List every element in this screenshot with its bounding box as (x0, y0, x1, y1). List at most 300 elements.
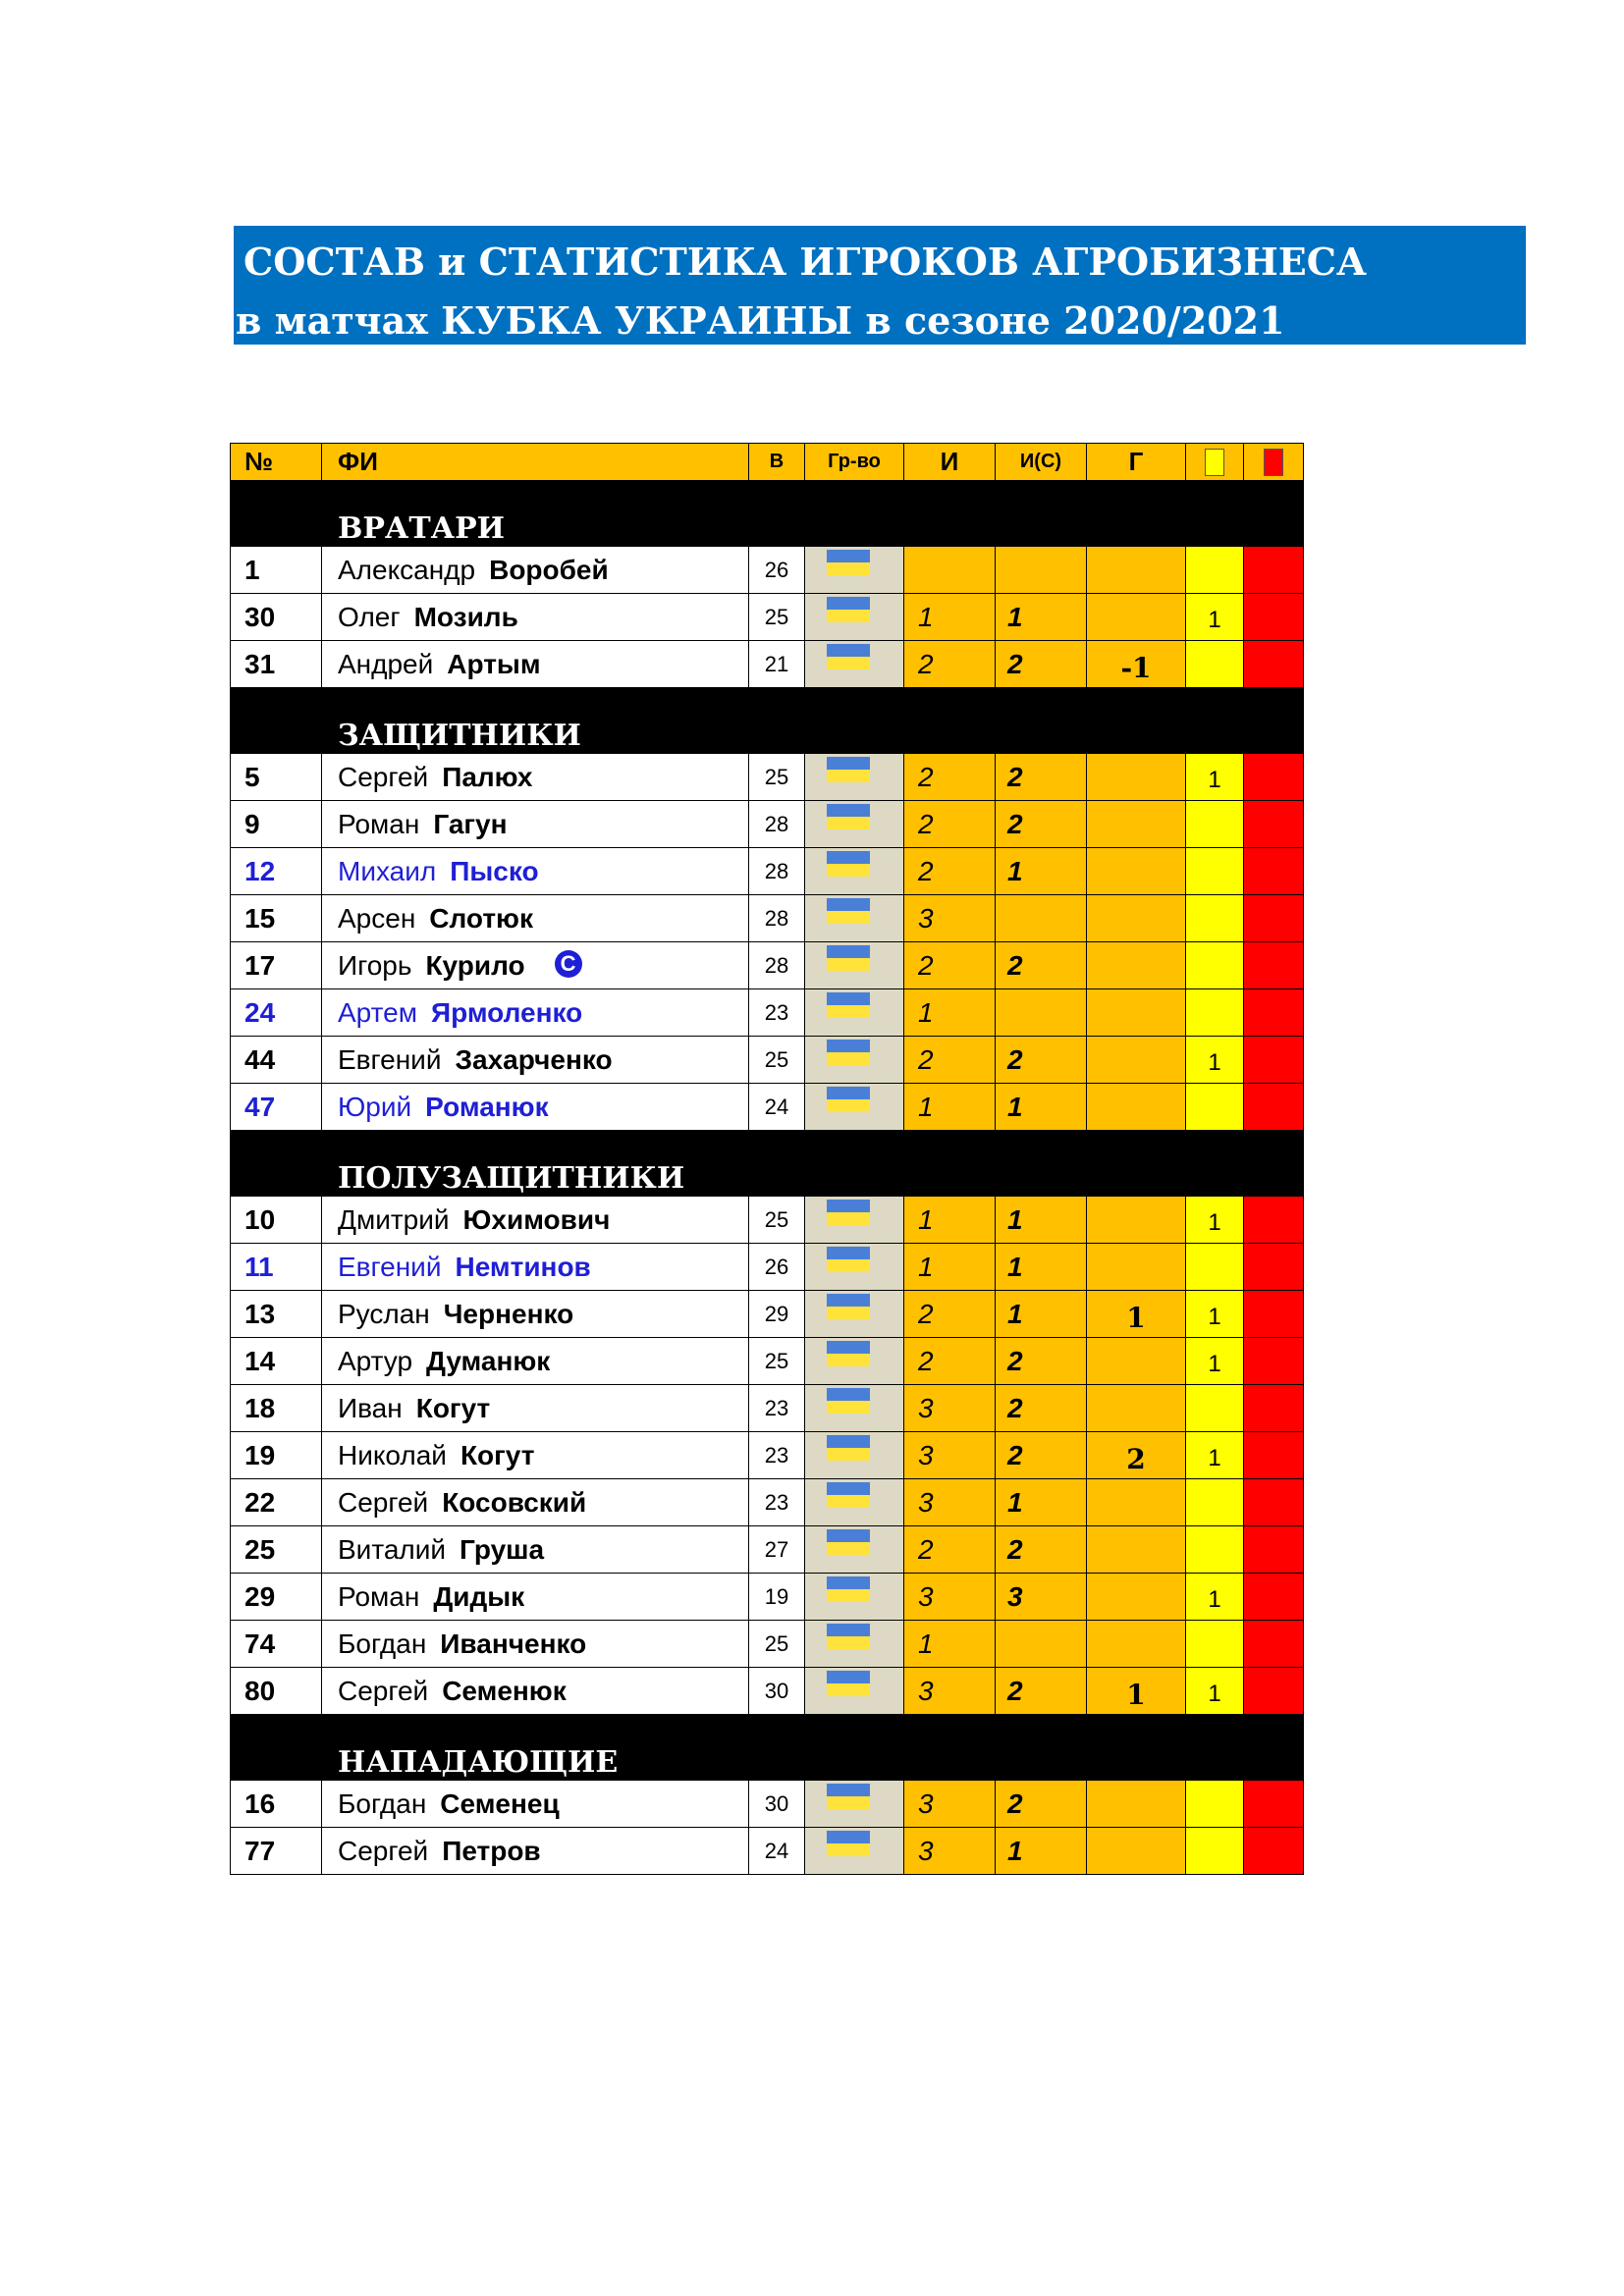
player-goals (1087, 895, 1186, 942)
section-spacer (1087, 1131, 1186, 1197)
player-goals (1087, 1828, 1186, 1875)
player-name (322, 1621, 749, 1668)
player-games: 3 (904, 895, 996, 942)
player-number: 44 (231, 1037, 322, 1084)
player-first-name: Руслан (338, 1298, 430, 1329)
player-goals: 1 (1087, 1668, 1186, 1715)
player-last-name: Воробей (489, 554, 609, 585)
player-yellow-cards (1186, 801, 1244, 848)
player-name (322, 1479, 749, 1526)
player-games-start: 1 (996, 1197, 1087, 1244)
player-number: 80 (231, 1668, 322, 1715)
player-yellow-cards: 1 (1186, 1037, 1244, 1084)
section-spacer (805, 1715, 904, 1781)
player-number: 16 (231, 1781, 322, 1828)
player-first-name: Сергей (338, 761, 429, 792)
player-games: 3 (904, 1479, 996, 1526)
flag-yellow-stripe (827, 1099, 870, 1112)
ukraine-flag-icon (827, 1576, 870, 1602)
flag-yellow-stripe (827, 817, 870, 829)
player-name (322, 1385, 749, 1432)
player-games: 2 (904, 754, 996, 801)
player-name (322, 1828, 749, 1875)
player-age: 19 (749, 1574, 805, 1621)
player-games-start (996, 1621, 1087, 1668)
title-banner (234, 226, 1526, 345)
player-games: 3 (904, 1385, 996, 1432)
player-yellow-cards: 1 (1186, 754, 1244, 801)
player-last-name: Слотюк (429, 902, 533, 934)
player-last-name: Груша (460, 1533, 545, 1565)
player-games-start: 2 (996, 801, 1087, 848)
table-row (231, 848, 1304, 895)
player-citizenship (805, 1338, 904, 1385)
player-last-name: Юхимович (462, 1203, 611, 1235)
player-games: 2 (904, 801, 996, 848)
section-spacer (805, 1131, 904, 1197)
table-row (231, 989, 1304, 1037)
flag-yellow-stripe (827, 1448, 870, 1461)
flag-yellow-stripe (827, 958, 870, 971)
flag-blue-stripe (827, 1247, 870, 1259)
section-spacer (805, 481, 904, 547)
player-games: 2 (904, 1338, 996, 1385)
flag-blue-stripe (827, 1784, 870, 1796)
player-games: 3 (904, 1781, 996, 1828)
player-games: 1 (904, 1244, 996, 1291)
player-red-cards (1244, 1621, 1304, 1668)
player-name (322, 754, 749, 801)
flag-yellow-stripe (827, 1542, 870, 1555)
player-red-cards (1244, 754, 1304, 801)
section-spacer (231, 1131, 322, 1197)
player-games-start: 2 (996, 1037, 1087, 1084)
header-goals: Г (1087, 444, 1186, 481)
player-name (322, 1668, 749, 1715)
player-games: 1 (904, 1621, 996, 1668)
section-spacer (1244, 1131, 1304, 1197)
player-games: 2 (904, 1037, 996, 1084)
player-first-name: Иван (338, 1392, 403, 1423)
player-first-name: Михаил (338, 855, 437, 886)
player-citizenship (805, 1197, 904, 1244)
player-name (322, 1526, 749, 1574)
table-row (231, 1621, 1304, 1668)
player-goals (1087, 848, 1186, 895)
player-goals (1087, 1781, 1186, 1828)
player-name (322, 1291, 749, 1338)
player-yellow-cards (1186, 895, 1244, 942)
player-yellow-cards (1186, 1244, 1244, 1291)
table-row (231, 801, 1304, 848)
flag-blue-stripe (827, 1294, 870, 1307)
player-games-start: 1 (996, 1291, 1087, 1338)
player-last-name: Дидык (433, 1580, 525, 1612)
player-yellow-cards (1186, 1781, 1244, 1828)
player-citizenship (805, 1291, 904, 1338)
ukraine-flag-icon (827, 1529, 870, 1555)
player-last-name: Семенец (440, 1788, 560, 1819)
player-number: 12 (231, 848, 322, 895)
table-row (231, 1385, 1304, 1432)
ukraine-flag-icon (827, 1200, 870, 1225)
player-yellow-cards (1186, 942, 1244, 989)
ukraine-flag-icon (827, 851, 870, 877)
player-name (322, 1244, 749, 1291)
player-games: 1 (904, 594, 996, 641)
section-spacer (1087, 1715, 1186, 1781)
player-citizenship (805, 1432, 904, 1479)
flag-blue-stripe (827, 1529, 870, 1542)
player-last-name: Ярмоленко (430, 996, 583, 1028)
player-age: 23 (749, 989, 805, 1037)
header-number: № (231, 444, 322, 481)
ukraine-flag-icon (827, 1341, 870, 1366)
table-row (231, 1526, 1304, 1574)
section-spacer (231, 481, 322, 547)
player-red-cards (1244, 895, 1304, 942)
player-games: 2 (904, 848, 996, 895)
header-games-start: И(С) (996, 444, 1087, 481)
player-last-name: Косовский (442, 1486, 587, 1518)
flag-yellow-stripe (827, 562, 870, 575)
player-games: 1 (904, 1197, 996, 1244)
player-red-cards (1244, 1526, 1304, 1574)
player-last-name: Палюх (442, 761, 533, 792)
player-games-start (996, 989, 1087, 1037)
player-name (322, 895, 749, 942)
player-red-cards (1244, 1338, 1304, 1385)
player-first-name: Николай (338, 1439, 447, 1470)
player-number: 47 (231, 1084, 322, 1131)
player-first-name: Роман (338, 808, 420, 839)
section-spacer (749, 1715, 805, 1781)
table-row (231, 942, 1304, 989)
player-age: 28 (749, 848, 805, 895)
player-age: 25 (749, 754, 805, 801)
ukraine-flag-icon (827, 1831, 870, 1856)
section-spacer (904, 481, 996, 547)
player-name (322, 1197, 749, 1244)
ukraine-flag-icon (827, 644, 870, 669)
player-games-start: 2 (996, 641, 1087, 688)
player-citizenship (805, 1574, 904, 1621)
flag-blue-stripe (827, 757, 870, 770)
player-number: 74 (231, 1621, 322, 1668)
flag-yellow-stripe (827, 1401, 870, 1414)
ukraine-flag-icon (827, 1040, 870, 1065)
player-goals (1087, 1621, 1186, 1668)
player-goals (1087, 1526, 1186, 1574)
section-spacer (996, 1715, 1087, 1781)
player-first-name: Богдан (338, 1628, 427, 1659)
player-last-name: Мозиль (413, 601, 518, 632)
player-number: 15 (231, 895, 322, 942)
ukraine-flag-icon (827, 992, 870, 1018)
header-name: ФИ (322, 444, 749, 481)
player-last-name: Когут (460, 1439, 535, 1470)
flag-blue-stripe (827, 1831, 870, 1843)
header-age: В (749, 444, 805, 481)
flag-blue-stripe (827, 851, 870, 864)
player-citizenship (805, 1084, 904, 1131)
table-row (231, 895, 1304, 942)
player-yellow-cards (1186, 1526, 1244, 1574)
section-header-row (231, 481, 1304, 547)
table-row (231, 1828, 1304, 1875)
player-citizenship (805, 1037, 904, 1084)
player-last-name: Думанюк (426, 1345, 551, 1376)
ukraine-flag-icon (827, 1247, 870, 1272)
player-red-cards (1244, 989, 1304, 1037)
player-citizenship (805, 1668, 904, 1715)
player-name (322, 1432, 749, 1479)
player-games-start: 1 (996, 1084, 1087, 1131)
player-games-start: 2 (996, 754, 1087, 801)
flag-blue-stripe (827, 644, 870, 657)
section-spacer (996, 481, 1087, 547)
table-row (231, 1084, 1304, 1131)
player-goals (1087, 801, 1186, 848)
flag-blue-stripe (827, 1341, 870, 1354)
ukraine-flag-icon (827, 1482, 870, 1508)
red-card-icon (1264, 449, 1283, 476)
player-games-start: 1 (996, 1479, 1087, 1526)
section-title: НАПАДАЮЩИЕ (322, 1715, 749, 1781)
player-games: 1 (904, 989, 996, 1037)
ukraine-flag-icon (827, 1087, 870, 1112)
player-citizenship (805, 1828, 904, 1875)
ukraine-flag-icon (827, 1624, 870, 1649)
section-spacer (749, 1131, 805, 1197)
player-citizenship (805, 547, 904, 594)
player-name (322, 1781, 749, 1828)
flag-blue-stripe (827, 1671, 870, 1683)
player-yellow-cards (1186, 1828, 1244, 1875)
ukraine-flag-icon (827, 1784, 870, 1809)
player-red-cards (1244, 848, 1304, 895)
player-age: 25 (749, 1037, 805, 1084)
flag-blue-stripe (827, 1482, 870, 1495)
flag-blue-stripe (827, 1388, 870, 1401)
player-games: 3 (904, 1574, 996, 1621)
section-spacer (749, 481, 805, 547)
player-age: 23 (749, 1432, 805, 1479)
section-spacer (231, 688, 322, 754)
section-title: ЗАЩИТНИКИ (322, 688, 749, 754)
player-number: 18 (231, 1385, 322, 1432)
player-goals (1087, 1084, 1186, 1131)
player-red-cards (1244, 1197, 1304, 1244)
player-first-name: Богдан (338, 1788, 427, 1819)
player-yellow-cards: 1 (1186, 1197, 1244, 1244)
player-name (322, 547, 749, 594)
player-yellow-cards: 1 (1186, 1668, 1244, 1715)
player-red-cards (1244, 1479, 1304, 1526)
ukraine-flag-icon (827, 1294, 870, 1319)
player-last-name: Пыско (450, 855, 539, 886)
section-spacer (1244, 688, 1304, 754)
table-row (231, 754, 1304, 801)
player-first-name: Артем (338, 996, 417, 1028)
table-row (231, 1668, 1304, 1715)
player-last-name: Черненко (443, 1298, 574, 1329)
player-age: 28 (749, 895, 805, 942)
section-spacer (996, 1131, 1087, 1197)
player-last-name: Когут (415, 1392, 491, 1423)
ukraine-flag-icon (827, 1435, 870, 1461)
player-citizenship (805, 1385, 904, 1432)
section-header-row (231, 1715, 1304, 1781)
flag-blue-stripe (827, 898, 870, 911)
player-games: 2 (904, 1526, 996, 1574)
flag-blue-stripe (827, 1435, 870, 1448)
player-number: 11 (231, 1244, 322, 1291)
flag-yellow-stripe (827, 1636, 870, 1649)
table-row (231, 594, 1304, 641)
player-number: 77 (231, 1828, 322, 1875)
player-games-start: 2 (996, 1385, 1087, 1432)
flag-blue-stripe (827, 1576, 870, 1589)
player-first-name: Арсен (338, 902, 416, 934)
table-row (231, 1574, 1304, 1621)
player-yellow-cards (1186, 1385, 1244, 1432)
player-games-start: 1 (996, 848, 1087, 895)
ukraine-flag-icon (827, 757, 870, 782)
player-number: 5 (231, 754, 322, 801)
player-goals (1087, 547, 1186, 594)
player-name (322, 594, 749, 641)
player-goals (1087, 1197, 1186, 1244)
player-age: 28 (749, 942, 805, 989)
player-goals (1087, 942, 1186, 989)
player-yellow-cards: 1 (1186, 594, 1244, 641)
player-games-start: 2 (996, 1432, 1087, 1479)
player-games-start: 2 (996, 1526, 1087, 1574)
player-age: 23 (749, 1479, 805, 1526)
flag-yellow-stripe (827, 864, 870, 877)
flag-yellow-stripe (827, 1843, 870, 1856)
player-citizenship (805, 1244, 904, 1291)
player-citizenship (805, 848, 904, 895)
player-games-start (996, 547, 1087, 594)
player-yellow-cards: 1 (1186, 1338, 1244, 1385)
player-games: 3 (904, 1432, 996, 1479)
player-first-name: Сергей (338, 1675, 429, 1706)
player-goals (1087, 1037, 1186, 1084)
table-row (231, 1037, 1304, 1084)
player-red-cards (1244, 1244, 1304, 1291)
player-number: 10 (231, 1197, 322, 1244)
player-age: 23 (749, 1385, 805, 1432)
player-number: 25 (231, 1526, 322, 1574)
player-first-name: Александр (338, 554, 476, 585)
player-games: 3 (904, 1668, 996, 1715)
table-row (231, 1244, 1304, 1291)
section-header-row (231, 688, 1304, 754)
section-spacer (1087, 481, 1186, 547)
player-yellow-cards (1186, 848, 1244, 895)
captain-badge-icon: C (555, 950, 582, 978)
section-spacer (904, 1715, 996, 1781)
player-name (322, 989, 749, 1037)
ukraine-flag-icon (827, 898, 870, 924)
player-red-cards (1244, 1781, 1304, 1828)
section-spacer (1186, 688, 1244, 754)
flag-yellow-stripe (827, 1212, 870, 1225)
flag-yellow-stripe (827, 610, 870, 622)
section-spacer (904, 1131, 996, 1197)
roster-table (230, 443, 1304, 1875)
header-red-card (1244, 444, 1304, 481)
player-age: 24 (749, 1084, 805, 1131)
flag-blue-stripe (827, 992, 870, 1005)
flag-yellow-stripe (827, 1589, 870, 1602)
player-number: 30 (231, 594, 322, 641)
player-age: 29 (749, 1291, 805, 1338)
player-first-name: Евгений (338, 1043, 442, 1075)
player-games-start: 1 (996, 1244, 1087, 1291)
flag-yellow-stripe (827, 1259, 870, 1272)
player-citizenship (805, 942, 904, 989)
flag-yellow-stripe (827, 1683, 870, 1696)
player-red-cards (1244, 801, 1304, 848)
table-row (231, 641, 1304, 688)
player-red-cards (1244, 942, 1304, 989)
flag-blue-stripe (827, 1087, 870, 1099)
player-goals: 2 (1087, 1432, 1186, 1479)
player-games-start: 2 (996, 1781, 1087, 1828)
player-citizenship (805, 1479, 904, 1526)
player-goals (1087, 1574, 1186, 1621)
flag-yellow-stripe (827, 1052, 870, 1065)
table-row (231, 1781, 1304, 1828)
player-age: 21 (749, 641, 805, 688)
player-yellow-cards (1186, 989, 1244, 1037)
player-first-name: Олег (338, 601, 401, 632)
table-row (231, 1338, 1304, 1385)
player-name (322, 1037, 749, 1084)
player-age: 30 (749, 1781, 805, 1828)
player-name (322, 1574, 749, 1621)
player-age: 24 (749, 1828, 805, 1875)
header-games: И (904, 444, 996, 481)
section-spacer (1244, 1715, 1304, 1781)
player-games: 2 (904, 942, 996, 989)
player-number: 13 (231, 1291, 322, 1338)
flag-blue-stripe (827, 597, 870, 610)
ukraine-flag-icon (827, 804, 870, 829)
flag-blue-stripe (827, 1200, 870, 1212)
player-yellow-cards: 1 (1186, 1432, 1244, 1479)
player-number: 14 (231, 1338, 322, 1385)
player-name (322, 848, 749, 895)
ukraine-flag-icon (827, 1388, 870, 1414)
ukraine-flag-icon (827, 1671, 870, 1696)
section-header-row (231, 1131, 1304, 1197)
player-yellow-cards (1186, 1621, 1244, 1668)
section-spacer (1244, 481, 1304, 547)
section-spacer (1186, 1715, 1244, 1781)
table-row (231, 547, 1304, 594)
player-age: 26 (749, 547, 805, 594)
player-games-start: 2 (996, 942, 1087, 989)
player-goals (1087, 594, 1186, 641)
table-row (231, 1479, 1304, 1526)
section-spacer (231, 1715, 322, 1781)
player-goals: 1 (1087, 1291, 1186, 1338)
ukraine-flag-icon (827, 550, 870, 575)
